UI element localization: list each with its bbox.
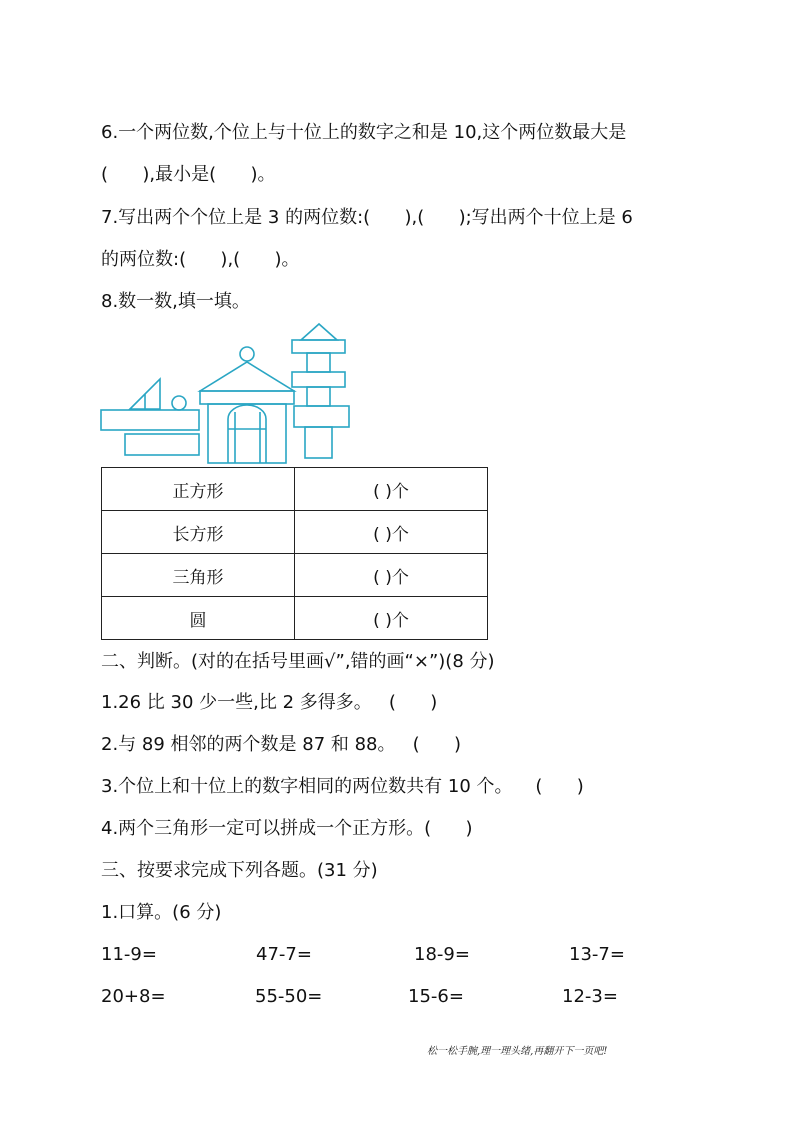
table-row: [102, 554, 488, 597]
mental-math-title: 1.口算。(6 分): [101, 902, 222, 923]
shape-label: 圆: [102, 597, 295, 640]
table-row: [102, 597, 488, 640]
rectangle-block: [294, 406, 349, 427]
calc-item: 13-7=: [569, 944, 625, 965]
table-row: [102, 511, 488, 554]
question-8-title: 8.数一数,填一填。: [101, 291, 250, 312]
calc-item: 12-3=: [562, 986, 618, 1007]
shape-label: 三角形: [102, 554, 295, 597]
calc-item: 55-50=: [255, 986, 323, 1007]
circle-block: [240, 347, 254, 361]
shape-label: 正方形: [102, 468, 295, 511]
rectangle-block: [305, 427, 332, 458]
rectangle-block: [200, 391, 294, 404]
answer-cell[interactable]: ( )个: [295, 468, 488, 511]
answer-cell[interactable]: ( )个: [295, 511, 488, 554]
answer-cell[interactable]: ( )个: [295, 554, 488, 597]
section-3-title: 三、按要求完成下列各题。(31 分): [101, 860, 378, 881]
rectangle-block: [292, 372, 345, 387]
question-7-line-2: 的两位数:( ),( )。: [101, 249, 300, 270]
rectangle-block: [101, 410, 199, 430]
question-7-line-1: 7.写出两个个位上是 3 的两位数:( ),( );写出两个十位上是 6: [101, 207, 633, 228]
triangle-block: [301, 324, 337, 340]
wall-block: [208, 404, 286, 463]
question-6-line-1: 6.一个两位数,个位上与十位上的数字之和是 10,这个两位数最大是: [101, 122, 627, 143]
judgment-item-1: 1.26 比 30 少一些,比 2 多得多。 ( ): [101, 692, 438, 713]
judgment-item-4: 4.两个三角形一定可以拼成一个正方形。( ): [101, 818, 473, 839]
footer-note: 松一松手腕,理一理头绪,再翻开下一页吧!: [427, 1046, 608, 1057]
calc-item: 18-9=: [414, 944, 470, 965]
calc-item: 20+8=: [101, 986, 166, 1007]
calc-item: 15-6=: [408, 986, 464, 1007]
table-row: [102, 468, 488, 511]
shape-count-table: [101, 467, 488, 640]
square-block: [307, 353, 330, 372]
calc-item: 47-7=: [256, 944, 312, 965]
rectangle-block: [125, 434, 199, 455]
answer-cell[interactable]: ( )个: [295, 597, 488, 640]
judgment-item-3: 3.个位上和十位上的数字相同的两位数共有 10 个。 ( ): [101, 776, 584, 797]
shape-label: 长方形: [102, 511, 295, 554]
section-2-title: 二、判断。(对的在括号里画√”,错的画“×”)(8 分): [101, 651, 495, 672]
square-block: [307, 387, 330, 406]
question-6-line-2: ( ),最小是( )。: [101, 164, 276, 185]
triangle-block: [200, 362, 294, 391]
circle-block: [172, 396, 186, 410]
block-figure: [100, 321, 355, 466]
rectangle-block: [292, 340, 345, 353]
calc-item: 11-9=: [101, 944, 157, 965]
judgment-item-2: 2.与 89 相邻的两个数是 87 和 88。 ( ): [101, 734, 462, 755]
